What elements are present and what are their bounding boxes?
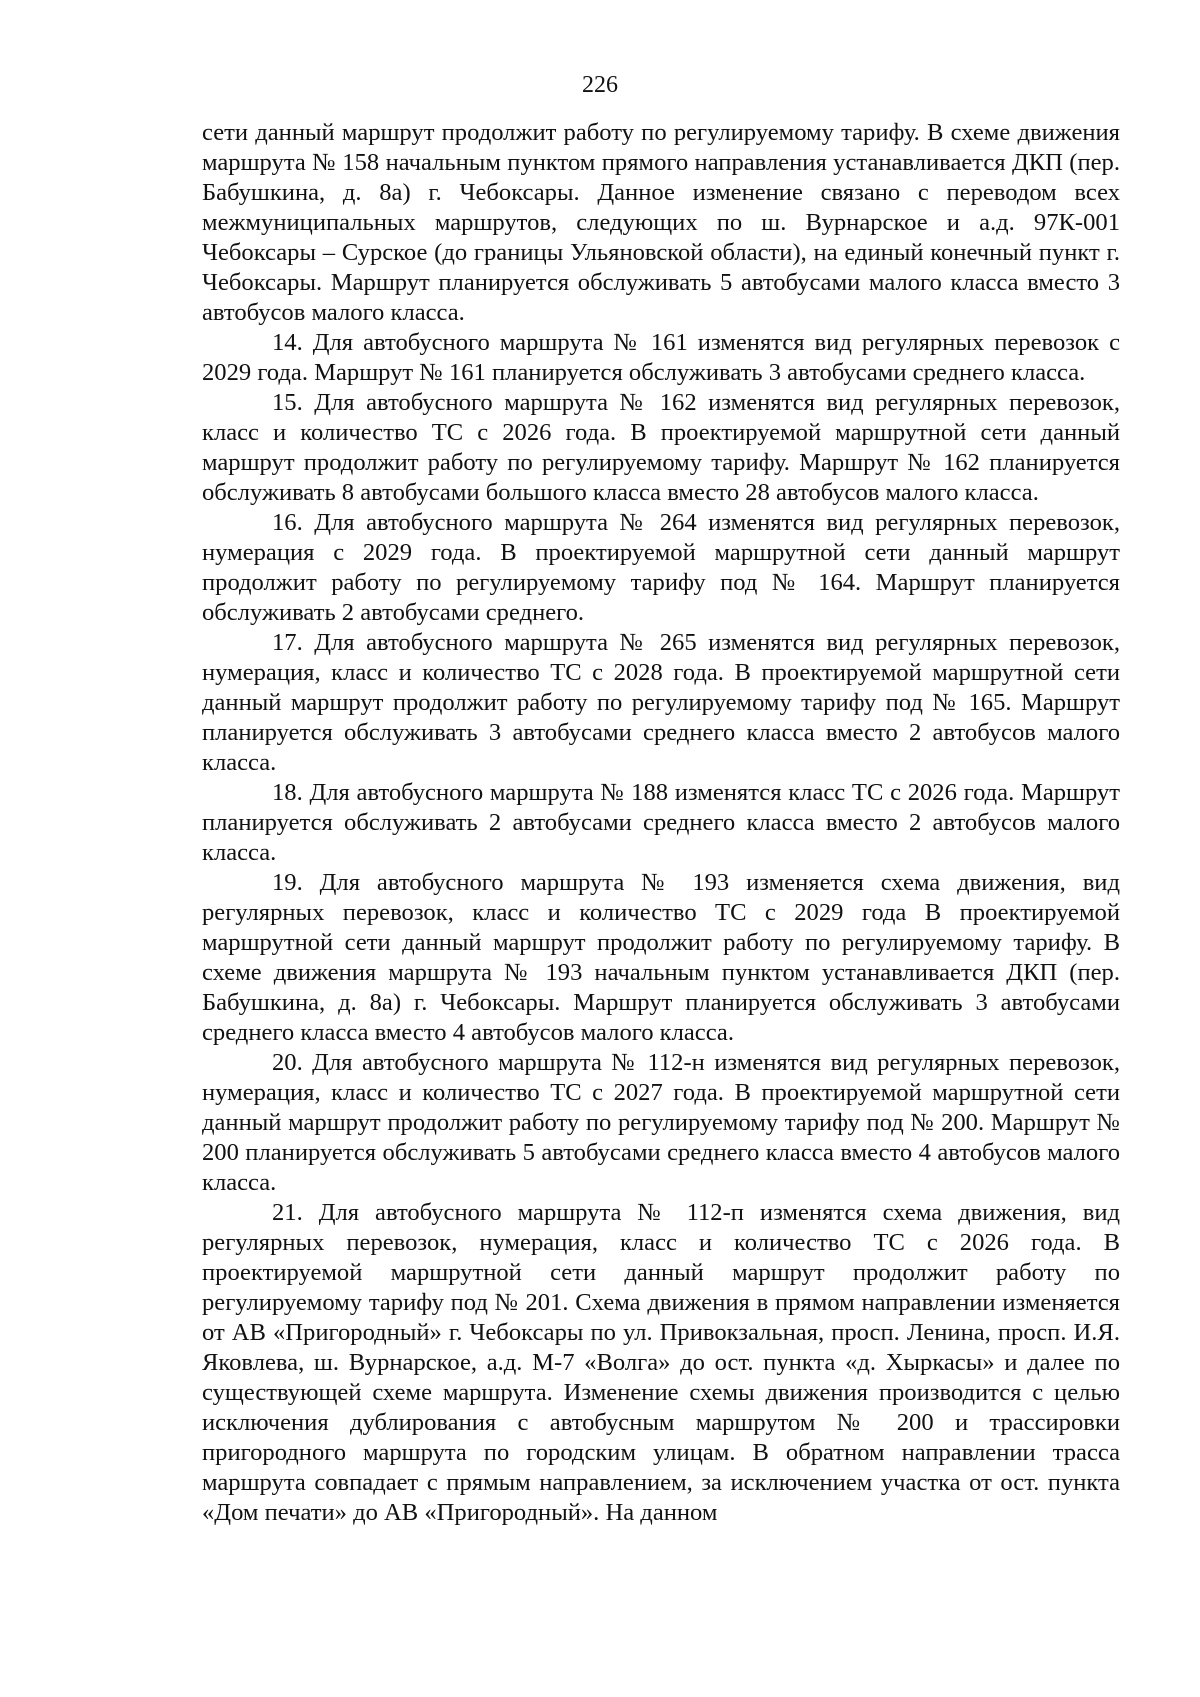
paragraph-item-18: 18. Для автобусного маршрута № 188 изменятся класс ТС с 2026 года. Маршрут планируется обслуживать 2 автобусами среднего класса вместо 2 автобусов малого класса. [202, 779, 1120, 866]
paragraph-item-14: 14. Для автобусного маршрута № 161 изменятся вид регулярных перевозок с 2029 года. Маршрут № 161 планируется обслуживать 3 автобусами среднего класса. [202, 329, 1120, 386]
page-number: 226 [582, 72, 618, 98]
paragraph-item-20: 20. Для автобусного маршрута № 112-н изменятся вид регулярных перевозок, нумерация, класс и количество ТС с 2027 года. В проектируемой маршрутной сети данный маршрут продолжит работу по регулируемому тарифу под № 200. Маршрут № 200 планируется обслуживать 5 автобусами среднего класса вместо 4 автобусов малого класса. [202, 1049, 1120, 1196]
paragraph-continuation: сети данный маршрут продолжит работу по регулируемому тарифу. В схеме движения маршрута № 158 начальным пунктом прямого направления устанавливается ДКП (пер. Бабушкина, д. 8а) г. Чебоксары. Данное изменение связано с переводом всех межмуниципальных маршрутов, следующих по ш. Вурнарское и а.д. 97К-001 Чебоксары – Сурское (до границы Ульяновской области), на единый конечный пункт г. Чебоксары. Маршрут планируется обслуживать 5 автобусами малого класса вместо 3 автобусов малого класса. [202, 119, 1120, 326]
paragraph-item-17: 17. Для автобусного маршрута № 265 изменятся вид регулярных перевозок, нумерация, класс и количество ТС с 2028 года. В проектируемой маршрутной сети данный маршрут продолжит работу по регулируемому тарифу под № 165. Маршрут планируется обслуживать 3 автобусами среднего класса вместо 2 автобусов малого класса. [202, 629, 1120, 776]
document-body [202, 118, 1120, 1528]
paragraph-item-19: 19. Для автобусного маршрута № 193 изменяется схема движения, вид регулярных перевозок, класс и количество ТС с 2029 года В проектируемой маршрутной сети данный маршрут продолжит работу по регулируемому тарифу. В схеме движения маршрута № 193 начальным пунктом устанавливается ДКП (пер. Бабушкина, д. 8а) г. Чебоксары. Маршрут планируется обслуживать 3 автобусами среднего класса вместо 4 автобусов малого класса. [202, 869, 1120, 1046]
paragraph-item-16: 16. Для автобусного маршрута № 264 изменятся вид регулярных перевозок, нумерация с 2029 года. В проектируемой маршрутной сети данный маршрут продолжит работу по регулируемому тарифу под № 164. Маршрут планируется обслуживать 2 автобусами среднего. [202, 509, 1120, 626]
paragraph-item-21: 21. Для автобусного маршрута № 112-п изменятся схема движения, вид регулярных перевозок, нумерация, класс и количество ТС с 2026 года. В проектируемой маршрутной сети данный маршрут продолжит работу по регулируемому тарифу под № 201. Схема движения в прямом направлении изменяется от АВ «Пригородный» г. Чебоксары по ул. Привокзальная, просп. Ленина, просп. И.Я. Яковлева, ш. Вурнарское, а.д. М-7 «Волга» до ост. пункта «д. Хыркасы» и далее по существующей схеме маршрута. Изменение схемы движения производится с целью исключения дублирования с автобусным маршрутом № 200 и трассировки пригородного маршрута по городским улицам. В обратном направлении трасса маршрута совпадает с прямым направлением, за исключением участка от ост. пункта «Дом печати» до АВ «Пригородный». На данном [202, 1199, 1120, 1526]
paragraph-item-15: 15. Для автобусного маршрута № 162 изменятся вид регулярных перевозок, класс и количество ТС с 2026 года. В проектируемой маршрутной сети данный маршрут продолжит работу по регулируемому тарифу. Маршрут № 162 планируется обслуживать 8 автобусами большого класса вместо 28 автобусов малого класса. [202, 389, 1120, 506]
